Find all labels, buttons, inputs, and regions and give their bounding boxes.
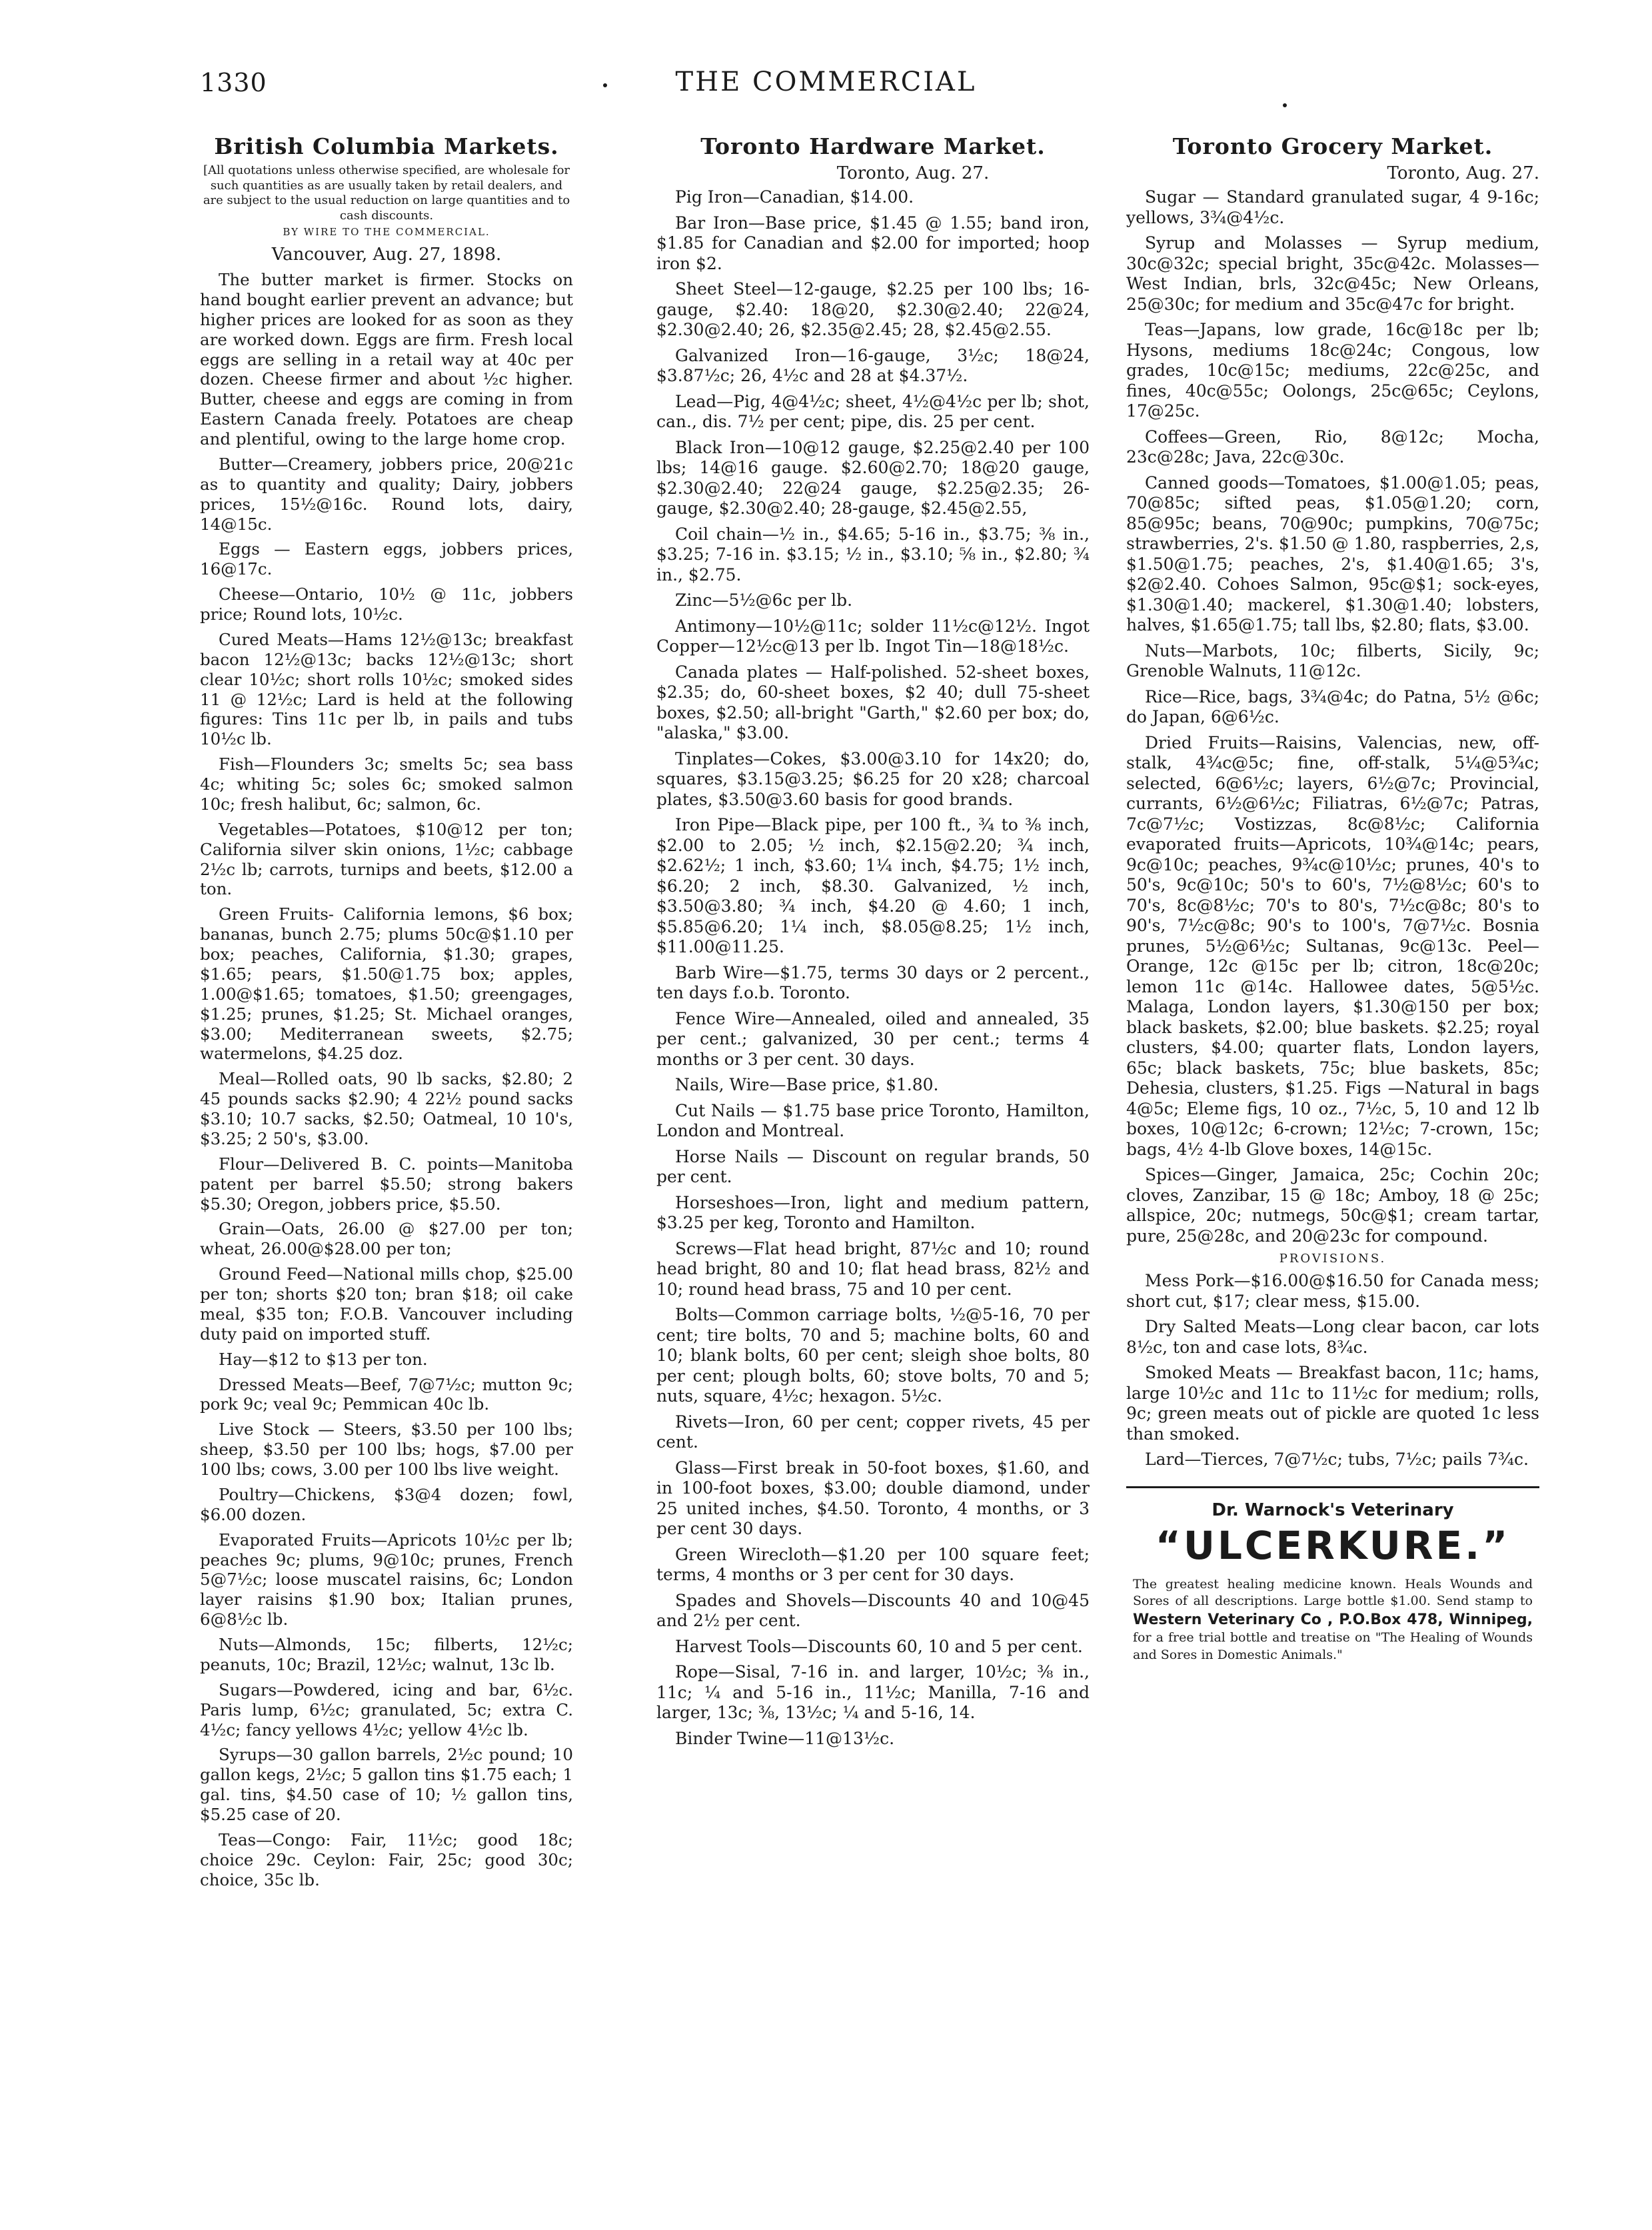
ad-body-tail: for a free trial bottle and treatise on "The Healing of Wounds and Sores in Domestic Animals." bbox=[1133, 1630, 1533, 1663]
market-paragraph: Coffees—Green, Rio, 8@12c; Mocha, 23c@28c; Java, 22c@30c. bbox=[1126, 427, 1539, 467]
grocery-market-list bbox=[1126, 187, 1539, 1246]
market-paragraph: Bar Iron—Base price, $1.45 @ 1.55; band iron, $1.85 for Canadian and $2.00 for imported; hoop iron $2. bbox=[656, 213, 1090, 273]
market-paragraph: Antimony—10½@11c; solder 11½c@12½. Ingot Copper—12½c@13 per lb. Ingot Tin—18@18½c. bbox=[656, 616, 1090, 656]
market-paragraph: Binder Twine—11@13½c. bbox=[675, 1728, 895, 1748]
market-paragraph: Screws—Flat head bright, 87½c and 10; round head bright, 80 and 10; flat head brass, 82½ and 10; round head brass, 75 and 10 per cent. bbox=[656, 1238, 1090, 1299]
market-paragraph: Rice—Rice, bags, 3¾@4c; do Patna, 5½ @6c; do Japan, 6@6½c. bbox=[1126, 686, 1539, 726]
market-paragraph: Zinc—5½@6c per lb. bbox=[675, 590, 853, 610]
market-paragraph: Rivets—Iron, 60 per cent; copper rivets, 45 per cent. bbox=[656, 1412, 1090, 1452]
section-title-bc: British Columbia Markets. bbox=[214, 133, 559, 159]
column-toronto-grocery bbox=[1126, 133, 1539, 1664]
market-paragraph: Pig Iron—Canadian, $14.00. bbox=[675, 187, 914, 207]
market-paragraph: Mess Pork—$16.00@$16.50 for Canada mess; short cut, $17; clear mess, $15.00. bbox=[1126, 1271, 1539, 1311]
ad-company: Western Veterinary Co , P.O.Box 478, Winnipeg, bbox=[1133, 1611, 1533, 1628]
column-british-columbia bbox=[200, 133, 573, 1895]
market-paragraph: Butter—Creamery, jobbers price, 20@21c as to quantity and quality; Dairy, jobbers prices, 15½@16c. Round lots, dairy, 14@15c. bbox=[200, 454, 573, 534]
market-paragraph: Dressed Meats—Beef, 7@7½c; mutton 9c; pork 9c; veal 9c; Pemmican 40c lb. bbox=[200, 1374, 573, 1414]
market-paragraph: Canned goods—Tomatoes, $1.00@1.05; peas, 70@85c; sifted peas, $1.05@1.20; corn, 85@95c; beans, 70@90c; pumpkins, 70@75c; strawberries, 2's. $1.50 @ 1.80, raspberries, 2,s, $1.50@1.75; peaches, 2's, $1.40@1.65; 3's, $2@2.40. Cohoes Salmon, 95c@$1; sock-eyes, $1.30@1.40; mackerel, $1.30@1.40; lobsters, halves, $1.65@1.75; tall lbs, $2.80; flats, $3.00. bbox=[1126, 473, 1539, 634]
ad-body-text: The greatest healing medicine known. Heals Wounds and Sores of all descriptions. Large bottle $1.00. Send stamp to bbox=[1133, 1576, 1533, 1609]
market-paragraph: Syrup and Molasses — Syrup medium, 30c@32c; special bright, 35c@42c. Molasses—West Indian, brls, 32c@45c; New Orleans, 25@30c; for medium and 35c@47c for bright. bbox=[1126, 233, 1539, 314]
market-paragraph: The butter market is firmer. Stocks on hand bought earlier prevent an advance; but higher prices are looked for as soon as they are worked down. Eggs are firm. Fresh local eggs are selling in a retail way at 40c per dozen. Cheese firmer and about ½c higher. Butter, cheese and eggs are coming in from Eastern Canada freely. Potatoes are cheap and plentiful, owing to the large home crop. bbox=[200, 270, 573, 449]
market-paragraph: Teas—Japans, low grade, 16c@18c per lb; Hysons, mediums 18c@24c; Congous, low grades, 10c@15c; mediums, 22c@25c, and fines, 40c@55c; Oolongs, 25c@65c; Ceylons, 17@25c. bbox=[1126, 320, 1539, 421]
print-speck bbox=[1283, 103, 1287, 107]
market-paragraph: Dried Fruits—Raisins, Valencias, new, off-stalk, 4¾c@5c; fine, off-stalk, 5¼@5¾c; selected, 6@6½c; layers, 6½@7c; Provincial, currants, 6½@6½c; Filiatras, 6½@7c; Patras, 7c@7½c; Vostizzas, 8c@8½c; California evaporated fruits—Apricots, 10¾@14c; pears, 9c@10c; peaches, 9¾c@10½c; prunes, 40's to 50's, 9c@10c; 50's to 60's, 7½@8½c; 60's to 70's, 8c@8½c; 70's to 80's, 7½c@8c; 80's to 90's, 7½c@8c; 90's to 100's, 7@7½c. Bosnia prunes, 5½@6½c; Sultanas, 9c@13c. Peel—Orange, 12c @15c per lb; citron, 18c@20c; lemon 11c @14c. Hallowee dates, 5@5½c. Malaga, London layers, $1.30@150 per box; black baskets, $2.00; blue baskets. $2.25; royal clusters, $4.00; quarter flats, London layers, 65c; black baskets, 75c; blue baskets, 85c; Dehesia, clusters, $1.25. Figs —Natural in bags 4@5c; Eleme figs, 10 oz., 7½c, 5, 10 and 12 lb boxes, 10@12c; 6-crown; 12½c; 7-crown, 15c; bags, 4½ 4-lb Glove boxes, 14@15c. bbox=[1126, 732, 1539, 1159]
market-paragraph: Grain—Oats, 26.00 @ $27.00 per ton; wheat, 26.00@$28.00 per ton; bbox=[200, 1219, 573, 1259]
market-paragraph: Nuts—Almonds, 15c; filberts, 12½c; peanuts, 10c; Brazil, 12½c; walnut, 13c lb. bbox=[200, 1635, 573, 1674]
market-paragraph: Glass—First break in 50-foot boxes, $1.60, and in 100-foot boxes, $3.00; double diamond, under 25 united inches, $4.50. Toronto, 4 months, or 3 per cent 30 days. bbox=[656, 1458, 1090, 1538]
provisions-list bbox=[1126, 1271, 1539, 1470]
market-paragraph: Sugars—Powdered, icing and bar, 6½c. Paris lump, 6½c; granulated, 5c; extra C. 4½c; fancy yellows 4½c; yellow 4½c lb. bbox=[200, 1679, 573, 1739]
market-paragraph: Poultry—Chickens, $3@4 dozen; fowl, $6.00 dozen. bbox=[200, 1484, 573, 1524]
market-paragraph: Eggs — Eastern eggs, jobbers prices, 16@17c. bbox=[200, 539, 573, 579]
market-paragraph: Meal—Rolled oats, 90 lb sacks, $2.80; 2 45 pounds sacks $2.90; 4 22½ pound sacks $3.10; 10.7 sacks, $2.50; Oatmeal, 10 10's, $3.25; 2 50's, $3.00. bbox=[200, 1069, 573, 1148]
quotation-note: [All quotations unless otherwise specified, are wholesale for such quantities as are usually taken by retail dealers, and are subject to the usual reduction on large quantities and to cash discounts. bbox=[203, 163, 570, 223]
provisions-heading: PROVISIONS. bbox=[1279, 1252, 1387, 1266]
market-paragraph: Black Iron—10@12 gauge, $2.25@2.40 per 100 lbs; 14@16 gauge. $2.60@2.70; 18@20 gauge, $2.30@2.40; 22@24 gauge, $2.25@2.35; 26-gauge, $2.30@2.40; 28-gauge, $2.45@2.55, bbox=[656, 437, 1090, 518]
market-paragraph: Spades and Shovels—Discounts 40 and 10@45 and 2½ per cent. bbox=[656, 1590, 1090, 1630]
ad-title: Dr. Warnock's Veterinary bbox=[1212, 1500, 1454, 1520]
market-paragraph: Cured Meats—Hams 12½@13c; breakfast bacon 12½@13c; backs 12½@13c; short clear 10½c; short rolls 10½c; smoked sides 11 @ 12½c; Lard is held at the following figures: Tins 11c per lb, in pails and tubs 10½c lb. bbox=[200, 629, 573, 749]
market-paragraph: Vegetables—Potatoes, $10@12 per ton; California silver skin onions, 1½c; cabbage 2½c lb; carrots, turnips and beets, $12.00 a ton. bbox=[200, 819, 573, 899]
market-paragraph: Horseshoes—Iron, light and medium pattern, $3.25 per keg, Toronto and Hamilton. bbox=[656, 1192, 1090, 1232]
market-paragraph: Green Wirecloth—$1.20 per 100 square feet; terms, 4 months or 3 per cent for 30 days. bbox=[656, 1544, 1090, 1584]
market-paragraph: Rope—Sisal, 7-16 in. and larger, 10½c; ⅜ in., 11c; ¼ and 5-16 in., 11½c; Manilla, 7-16 and larger, 13c; ⅜, 13½c; ¼ and 5-16, 14. bbox=[656, 1662, 1090, 1722]
section-title-hardware: Toronto Hardware Market. bbox=[700, 133, 1046, 159]
market-paragraph: Fish—Flounders 3c; smelts 5c; sea bass 4c; whiting 5c; soles 6c; smoked salmon 10c; fresh halibut, 6c; salmon, 6c. bbox=[200, 754, 573, 814]
dateline: Toronto, Aug. 27. bbox=[1387, 163, 1539, 183]
page-number: 1330 bbox=[200, 68, 267, 97]
market-paragraph: Harvest Tools—Discounts 60, 10 and 5 per cent. bbox=[675, 1636, 1083, 1656]
dateline: Vancouver, Aug. 27, 1898. bbox=[271, 245, 502, 265]
market-paragraph: Lead—Pig, 4@4½c; sheet, 4½@4½c per lb; shot, can., dis. 7½ per cent; pipe, dis. 25 per cent. bbox=[656, 391, 1090, 431]
journal-title: THE COMMERCIAL bbox=[675, 67, 977, 97]
market-paragraph: Nails, Wire—Base price, $1.80. bbox=[675, 1075, 939, 1094]
market-paragraph: Tinplates—Cokes, $3.00@3.10 for 14x20; do, squares, $3.15@3.25; $6.25 for 20 x28; charcoal plates, $3.50@3.60 basis for good brands. bbox=[656, 748, 1090, 809]
ad-product-name: “ULCERKURE.” bbox=[1155, 1522, 1511, 1568]
market-paragraph: Cut Nails — $1.75 base price Toronto, Hamilton, London and Montreal. bbox=[656, 1100, 1090, 1140]
dateline: Toronto, Aug. 27. bbox=[836, 163, 990, 183]
market-paragraph: Hay—$12 to $13 per ton. bbox=[219, 1349, 428, 1369]
market-paragraph: Live Stock — Steers, $3.50 per 100 lbs; sheep, $3.50 per 100 lbs; hogs, $7.00 per 100 lbs; cows, 3.00 per 100 lbs live weight. bbox=[200, 1420, 573, 1479]
market-paragraph: Horse Nails — Discount on regular brands, 50 per cent. bbox=[656, 1146, 1090, 1186]
market-paragraph: Lard—Tierces, 7@7½c; tubs, 7½c; pails 7¾c. bbox=[1145, 1450, 1529, 1469]
divider-rule bbox=[1126, 1486, 1539, 1488]
market-paragraph: Fence Wire—Annealed, oiled and annealed, 35 per cent.; galvanized, 30 per cent.; terms 4 months or 3 per cent. 30 days. bbox=[656, 1008, 1090, 1069]
market-paragraph: Nuts—Marbots, 10c; filberts, Sicily, 9c; Grenoble Walnuts, 11@12c. bbox=[1126, 640, 1539, 680]
market-paragraph: Evaporated Fruits—Apricots 10½c per lb; peaches 9c; plums, 9@10c; prunes, French 5@7½c; loose muscatel raisins, 6c; London layer raisins $1.90 box; Italian prunes, 6@8½c lb. bbox=[200, 1530, 573, 1630]
market-paragraph: Teas—Congo: Fair, 11½c; good 18c; choice 29c. Ceylon: Fair, 25c; good 30c; choice, 35c lb. bbox=[200, 1829, 573, 1889]
market-paragraph: Smoked Meats — Breakfast bacon, 11c; hams, large 10½c and 11c to 11½c for medium; rolls, 9c; green meats out of pickle are quoted 1c less than smoked. bbox=[1126, 1363, 1539, 1444]
market-paragraph: Flour—Delivered B. C. points—Manitoba patent per barrel $5.50; strong bakers $5.30; Oregon, jobbers price, $5.50. bbox=[200, 1154, 573, 1214]
market-paragraph: Sheet Steel—12-gauge, $2.25 per 100 lbs; 16-gauge, $2.40: 18@20, $2.30@2.40; 22@24, $2.30@2.40; 26, $2.35@2.45; 28, $2.45@2.55. bbox=[656, 279, 1090, 339]
market-paragraph: Dry Salted Meats—Long clear bacon, car lots 8½c, ton and case lots, 8¾c. bbox=[1126, 1317, 1539, 1357]
market-paragraph: Galvanized Iron—16-gauge, 3½c; 18@24, $3.87½c; 26, 4½c and 28 at $4.37½. bbox=[656, 345, 1090, 385]
market-paragraph: Green Fruits- California lemons, $6 box; bananas, bunch 2.75; plums 50c@$1.10 per box; peaches, California, $1.30; grapes, $1.65; pears, $1.50@1.75 box; apples, 1.00@$1.65; tomatoes, $1.50; greengages, $1.25; prunes, $1.25; St. Michael oranges, $3.00; Mediterranean sweets, $2.75; watermelons, $4.25 doz. bbox=[200, 904, 573, 1064]
bc-market-list bbox=[200, 270, 573, 1890]
market-paragraph: Barb Wire—$1.75, terms 30 days or 2 percent., ten days f.o.b. Toronto. bbox=[656, 962, 1090, 1002]
market-paragraph: Ground Feed—National mills chop, $25.00 per ton; shorts $20 ton; bran $18; oil cake meal, $35 ton; F.O.B. Vancouver including duty paid on imported stuff. bbox=[200, 1264, 573, 1344]
market-paragraph: Cheese—Ontario, 10½ @ 11c, jobbers price; Round lots, 10½c. bbox=[200, 584, 573, 624]
ulcerkure-advertisement bbox=[1126, 1500, 1539, 1664]
wire-credit: BY WIRE TO THE COMMERCIAL. bbox=[283, 226, 490, 238]
market-paragraph: Canada plates — Half-polished. 52-sheet boxes, $2.35; do, 60-sheet boxes, $2 40; dull 75-sheet boxes, $2.50; all-bright "Garth," $2.60 per box; do, "alaska," $3.00. bbox=[656, 662, 1090, 742]
ad-body bbox=[1126, 1576, 1539, 1664]
market-paragraph: Coil chain—½ in., $4.65; 5-16 in., $3.75; ⅜ in., $3.25; 7-16 in. $3.15; ½ in., $3.10; ⅝ in., $2.80; ¾ in., $2.75. bbox=[656, 524, 1090, 584]
market-paragraph: Spices—Ginger, Jamaica, 25c; Cochin 20c; cloves, Zanzibar, 15 @ 18c; Amboy, 18 @ 25c; allspice, 20c; nutmegs, 50c@$1; cream tartar, pure, 25@28c, and 20@23c for compound. bbox=[1126, 1165, 1539, 1246]
print-speck bbox=[603, 83, 607, 87]
section-title-grocery: Toronto Grocery Market. bbox=[1172, 133, 1493, 159]
column-toronto-hardware bbox=[656, 133, 1090, 1754]
market-paragraph: Syrups—30 gallon barrels, 2½c pound; 10 gallon kegs, 2½c; 5 gallon tins $1.75 each; 1 gal. tins, $4.50 case of 10; ½ gallon tins, $5.25 case of 20. bbox=[200, 1745, 573, 1824]
market-paragraph: Bolts—Common carriage bolts, ½@5-16, 70 per cent; tire bolts, 70 and 5; machine bolts, 60 and 10; blank bolts, 60 per cent; sleigh shoe bolts, 80 per cent; plough bolts, 60; stove bolts, 70 and 5; nuts, square, 4½c; hexagon. 5½c. bbox=[656, 1305, 1090, 1406]
market-paragraph: Iron Pipe—Black pipe, per 100 ft., ¾ to ⅜ inch, $2.00 to 2.05; ½ inch, $2.15@2.20; ¾ inch, $2.62½; 1 inch, $3.60; 1¼ inch, $4.75; 1½ inch, $6.20; 2 inch, $8.30. Galvanized, ½ inch, $3.50@3.80; ¾ inch, $4.20 @ 4.60; 1 inch, $5.85@6.20; 1¼ inch, $8.05@8.25; 1½ inch, $11.00@11.25. bbox=[656, 815, 1090, 956]
hardware-market-list bbox=[656, 187, 1090, 1749]
market-paragraph: Sugar — Standard granulated sugar, 4 9-16c; yellows, 3¾@4½c. bbox=[1126, 187, 1539, 227]
